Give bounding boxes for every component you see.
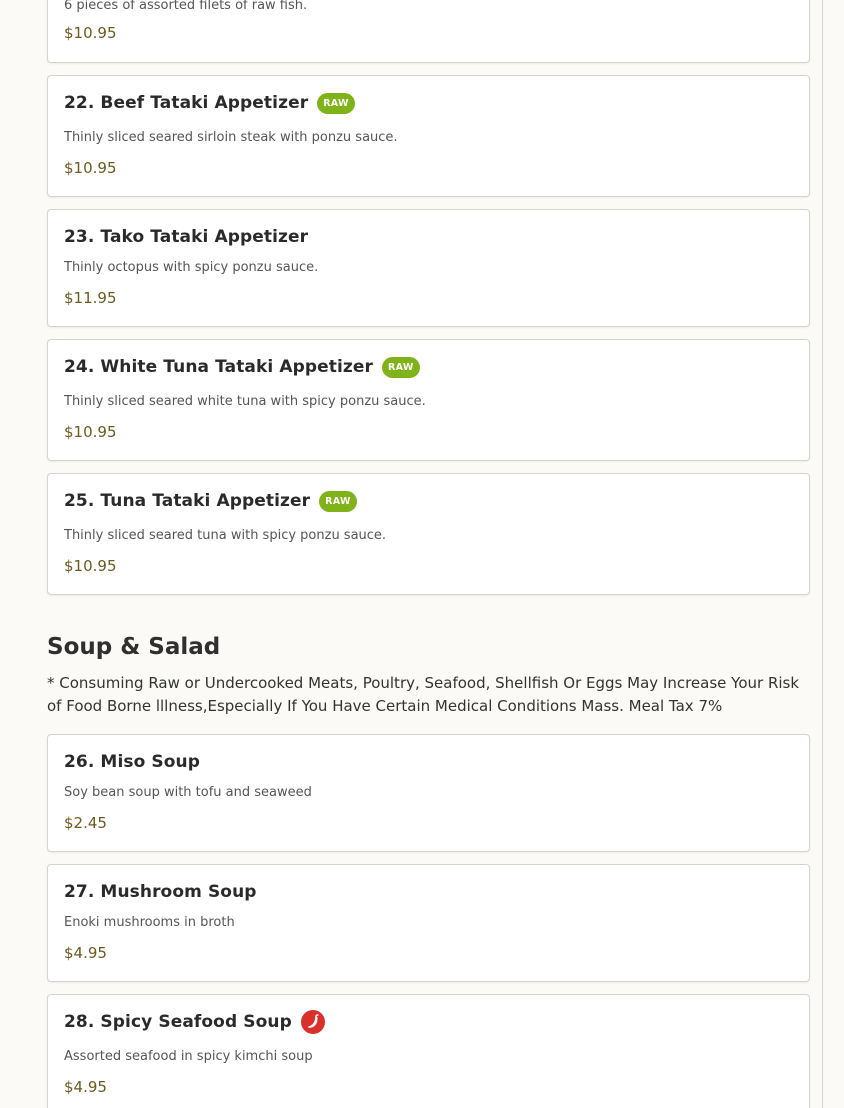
menu-item-card-partial[interactable] [47, 0, 810, 63]
item-description: Soy bean soup with tofu and seaweed [64, 785, 312, 800]
item-description: 6 pieces of assorted filets of raw fish. [64, 0, 308, 13]
item-price: $2.45 [64, 814, 107, 832]
item-description: Enoki mushrooms in broth [64, 915, 235, 930]
item-title: 24. White Tuna Tataki Appetizer [64, 357, 374, 377]
menu-item-card[interactable] [47, 75, 810, 197]
item-price: $10.95 [64, 159, 117, 177]
section-title: Soup & Salad [47, 634, 221, 660]
item-price: $11.95 [64, 289, 117, 307]
item-title: 27. Mushroom Soup [64, 882, 257, 902]
raw-badge: RAW [317, 93, 355, 114]
menu-item-card[interactable] [47, 209, 810, 327]
item-price: $10.95 [64, 24, 117, 42]
menu-item-card[interactable] [47, 734, 810, 852]
item-description: Thinly sliced seared tuna with spicy ponzu sauce. [64, 528, 387, 543]
menu-item-card[interactable] [47, 473, 810, 595]
spicy-pepper-icon [301, 1010, 325, 1034]
item-title: 28. Spicy Seafood Soup [64, 1012, 292, 1032]
item-description: Thinly sliced seared white tuna with spicy ponzu sauce. [64, 394, 426, 409]
item-description: Thinly sliced seared sirloin steak with ponzu sauce. [64, 130, 398, 145]
item-price: $4.95 [64, 1078, 107, 1096]
item-title: 25. Tuna Tataki Appetizer [64, 491, 311, 511]
item-description: Assorted seafood in spicy kimchi soup [64, 1049, 313, 1064]
item-title: 22. Beef Tataki Appetizer [64, 93, 309, 113]
item-description: Thinly octopus with spicy ponzu sauce. [64, 260, 319, 275]
item-title: 23. Tako Tataki Appetizer [64, 227, 309, 247]
section-notice: * Consuming Raw or Undercooked Meats, Poultry, Seafood, Shellfish Or Eggs May Increase Your Risk of Food Borne lllness,Especially If You Have Certain Medical Conditions Mass. Meal Tax 7% [47, 674, 800, 715]
item-price: $10.95 [64, 557, 117, 575]
item-price: $4.95 [64, 944, 107, 962]
menu-item-card[interactable] [47, 864, 810, 982]
scroll-divider [822, 0, 823, 1108]
raw-badge: RAW [382, 357, 420, 378]
menu-item-card[interactable] [47, 994, 810, 1108]
item-price: $10.95 [64, 423, 117, 441]
raw-badge: RAW [319, 491, 357, 512]
item-title: 26. Miso Soup [64, 752, 200, 772]
menu-item-card[interactable] [47, 339, 810, 461]
